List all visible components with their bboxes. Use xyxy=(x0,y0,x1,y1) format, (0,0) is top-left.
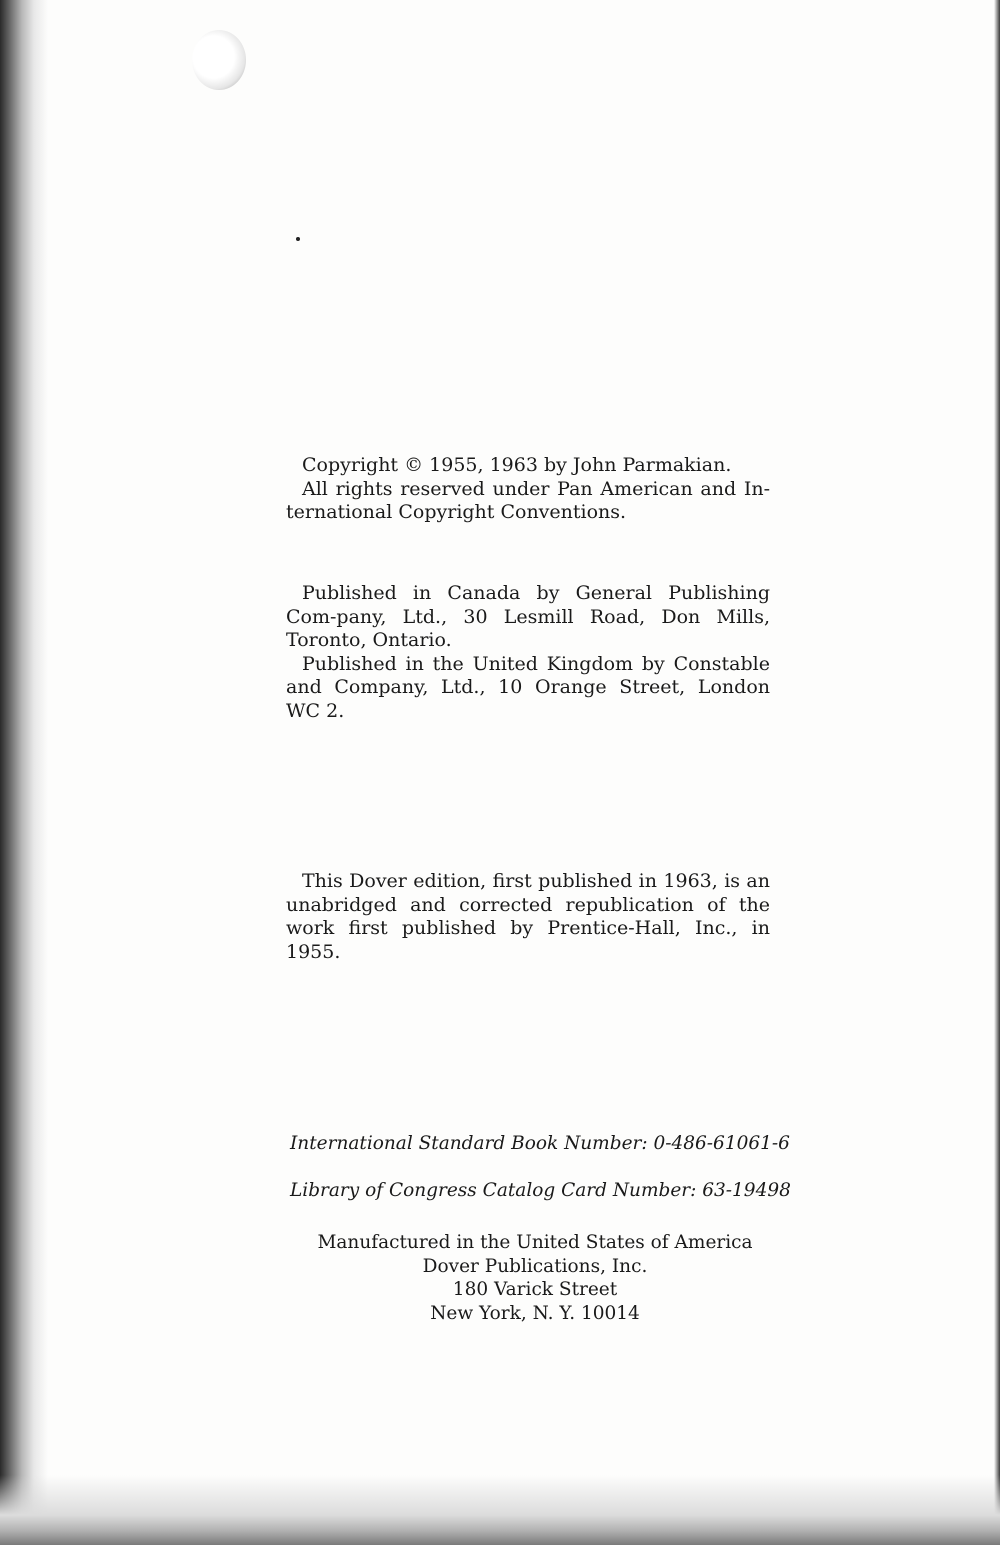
scan-edge-shadow-left xyxy=(0,0,48,1545)
publisher-street: 180 Varick Street xyxy=(452,1279,618,1300)
rights-reserved-line: All rights reserved under Pan American and In-ternational Copyright Conventions. xyxy=(286,477,770,523)
copyright-notice xyxy=(286,454,770,525)
edition-note xyxy=(286,870,770,964)
scan-edge-shadow-right xyxy=(994,0,1000,1545)
published-uk: Published in the United Kingdom by Constable and Company, Ltd., 10 Orange Street, London WC 2. xyxy=(286,652,770,722)
publishing-info xyxy=(286,582,770,723)
copyright-line: Copyright © 1955, 1963 by John Parmakian. xyxy=(302,454,732,476)
isbn-line: International Standard Book Number: 0-486-61061-6 xyxy=(290,1133,790,1154)
edition-text: This Dover edition, first published in 1963, is an unabridged and corrected republication of the work first published by Prentice-Hall, Inc., in 1955. xyxy=(286,870,770,963)
published-canada: Published in Canada by General Publishing Com-pany, Ltd., 30 Lesmill Road, Don Mills, Toronto, Ontario. xyxy=(286,582,770,651)
lccn-line: Library of Congress Catalog Card Number: 63-19498 xyxy=(290,1180,791,1201)
punch-hole-mark xyxy=(192,30,246,90)
scan-edge-shadow-bottom xyxy=(0,1475,1000,1545)
publisher-imprint xyxy=(300,1231,770,1325)
speck-mark xyxy=(296,237,300,241)
publisher-city: New York, N. Y. 10014 xyxy=(430,1302,640,1324)
publisher-name: Dover Publications, Inc. xyxy=(422,1255,648,1277)
manufactured-line: Manufactured in the United States of America xyxy=(317,1232,753,1253)
